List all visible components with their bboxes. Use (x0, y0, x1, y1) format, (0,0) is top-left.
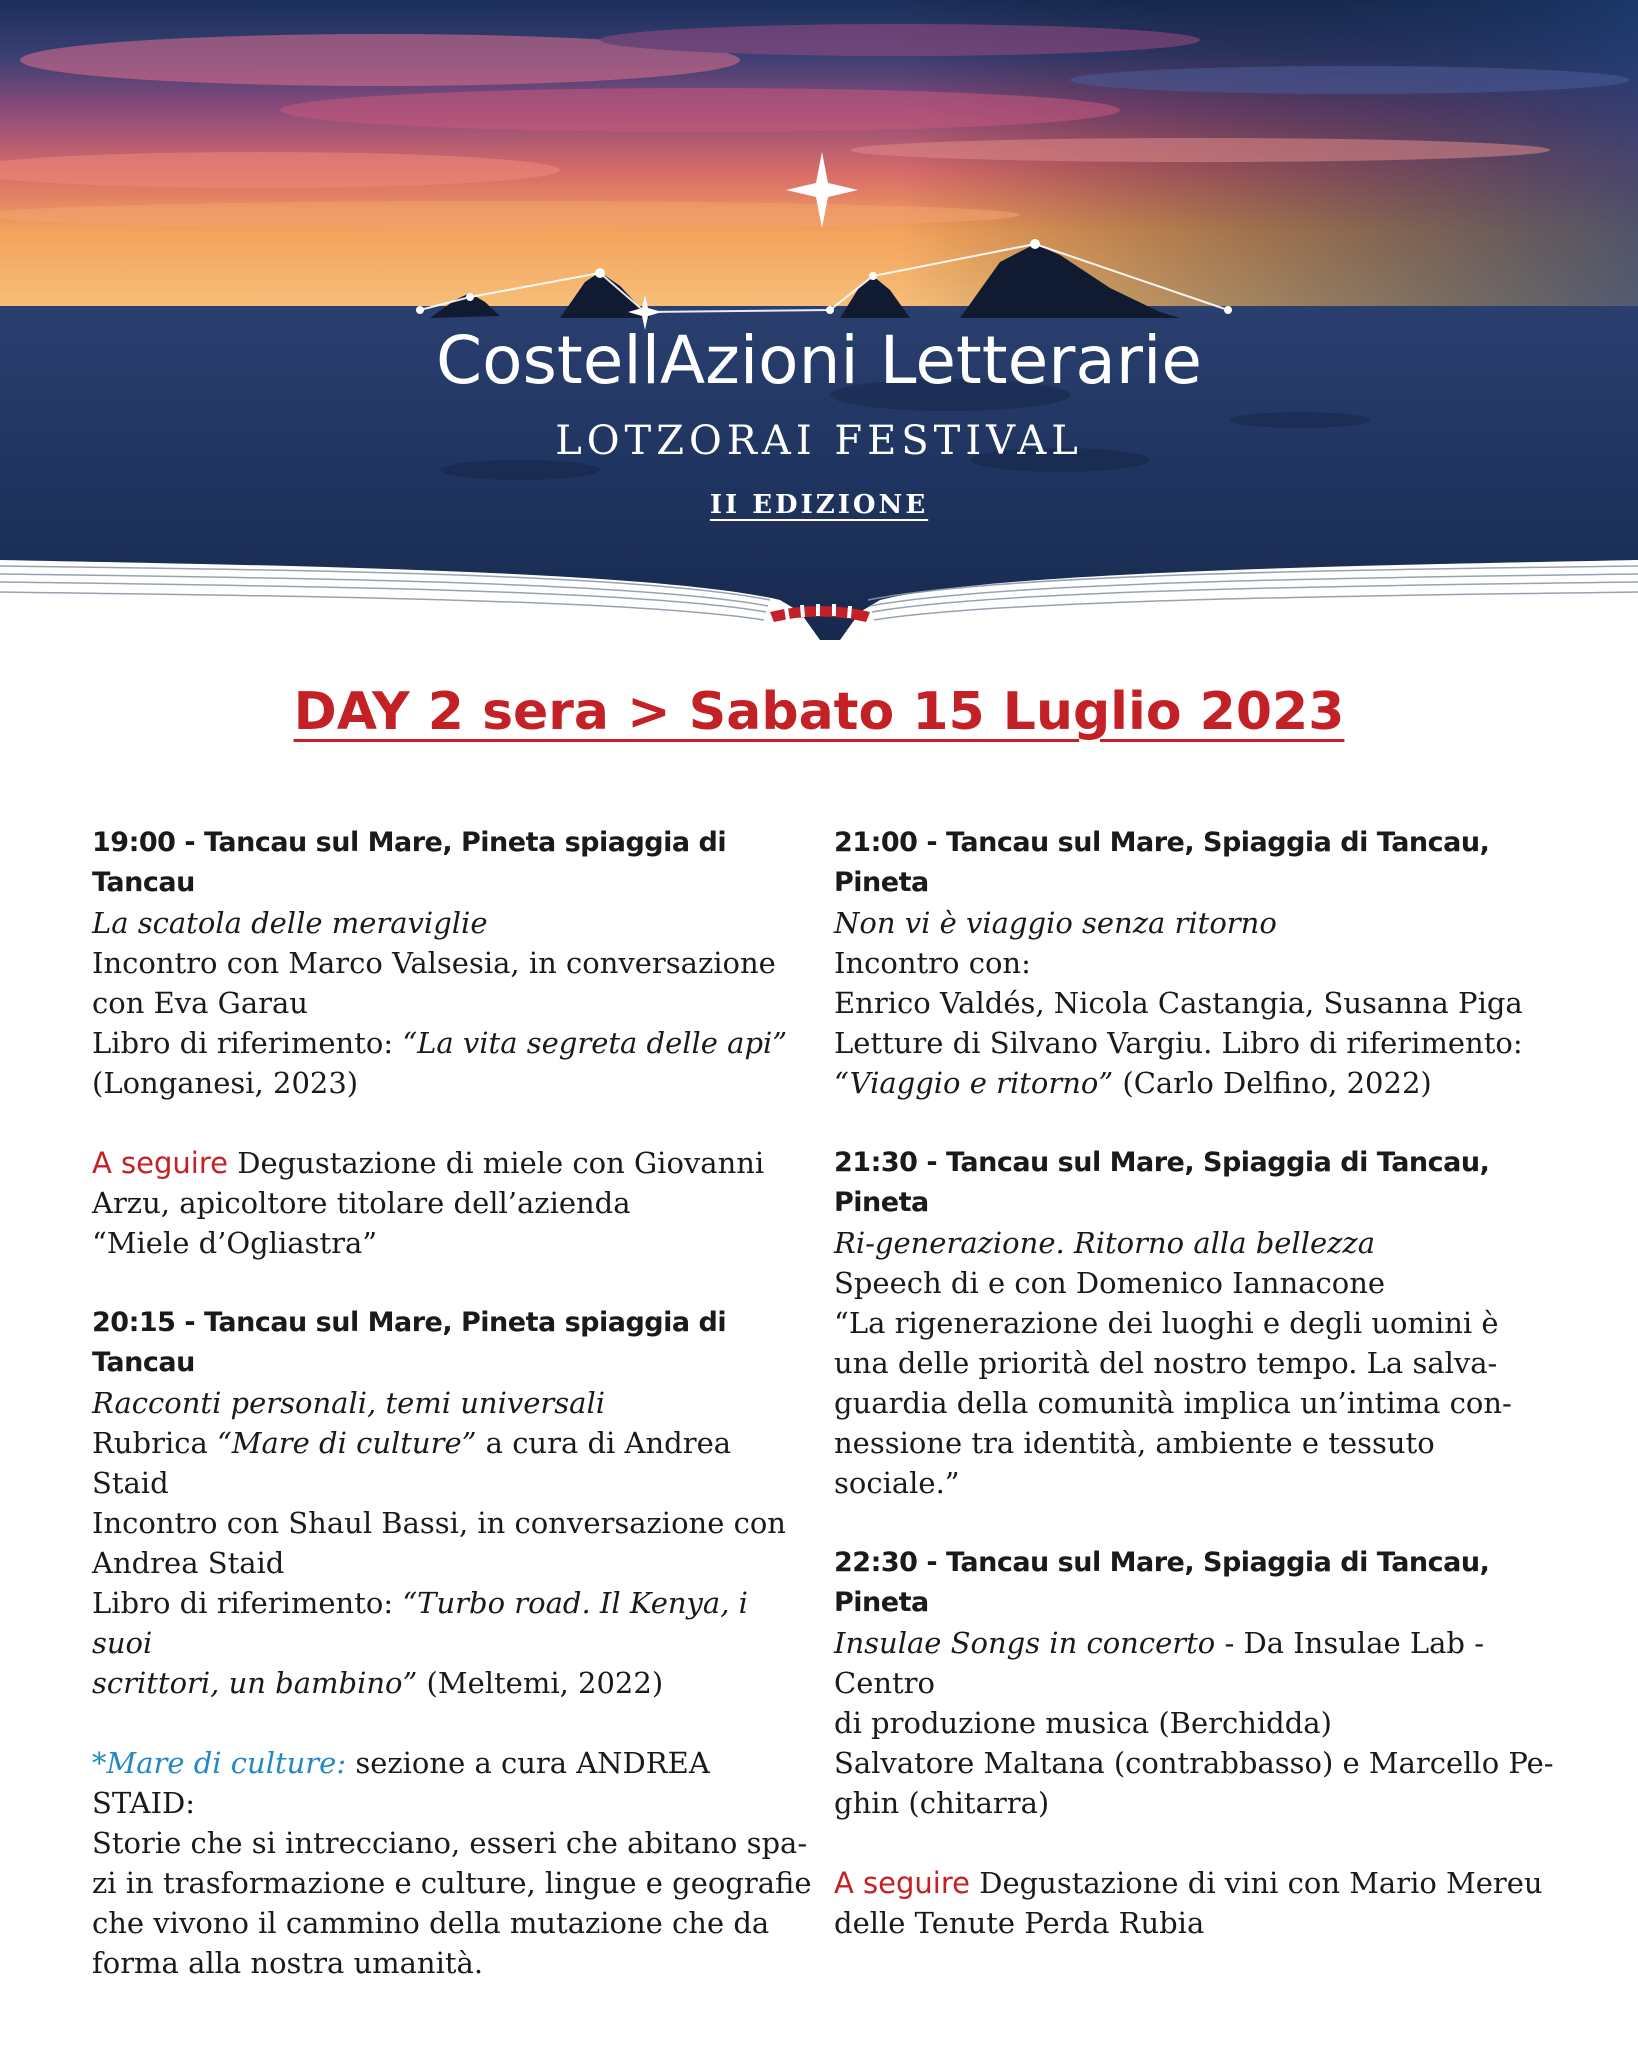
book-title: “Viaggio e ritorno” (834, 1066, 1114, 1100)
event-honey-tasting (92, 1143, 812, 1263)
event-line (92, 1583, 812, 1663)
event-line: forma alla nostra umanità. (92, 1946, 484, 1980)
program-column-right (834, 823, 1554, 1983)
event-line: Enrico Valdés, Nicola Castangia, Susanna Piga (834, 986, 1523, 1020)
event-line (834, 1863, 1554, 1903)
book-title: “Turbo road. Il Kenya, i suoi (92, 1586, 748, 1660)
rubric-title: “Mare di culture” (216, 1426, 477, 1460)
event-title: La scatola delle meraviglie (92, 906, 488, 940)
event-line: Andrea Staid (92, 1546, 285, 1580)
day-heading: DAY 2 sera > Sabato 15 Luglio 2023 (293, 682, 1345, 742)
event-text: Rubrica (92, 1426, 217, 1460)
event-line: delle Tenute Perda Rubia (834, 1906, 1205, 1940)
event-line (834, 1063, 1554, 1103)
festival-title: CostellAzioni Letterarie (436, 322, 1202, 399)
event-time-location: 19:00 - Tancau sul Mare, Pineta spiaggia di Tancau (92, 827, 727, 898)
mare-di-culture-note (92, 1743, 812, 1983)
event-text: (Meltemi, 2022) (417, 1666, 664, 1700)
edition-label (0, 490, 1638, 520)
event-line: Salvatore Maltana (contrabbasso) e Marcello Pe- (834, 1746, 1554, 1780)
event-line: Incontro con: (834, 946, 1031, 980)
event-text: a cura di Andrea Staid (92, 1426, 732, 1500)
event-line: Storie che si intrecciano, esseri che abitano spa- (92, 1826, 808, 1860)
event-2100 (834, 823, 1554, 1103)
event-1900 (92, 823, 812, 1103)
event-line: Letture di Silvano Vargiu. Libro di riferimento: (834, 1026, 1523, 1060)
section-tag: *Mare di culture: (92, 1746, 347, 1780)
event-text: Libro di riferimento: (92, 1026, 403, 1060)
event-line (92, 1743, 812, 1823)
event-text: Libro di riferimento: (92, 1586, 403, 1620)
event-time-location: 21:30 - Tancau sul Mare, Spiaggia di Tancau, Pineta (834, 1147, 1490, 1218)
event-title: Racconti personali, temi universali (92, 1386, 606, 1420)
event-wine-tasting (834, 1863, 1554, 1943)
event-line: Incontro con Marco Valsesia, in conversazione (92, 946, 776, 980)
event-line: con Eva Garau (92, 986, 308, 1020)
event-line: (Longanesi, 2023) (92, 1066, 359, 1100)
event-2230 (834, 1543, 1554, 1823)
book-title: scrittori, un bambino” (92, 1666, 418, 1700)
edition-text: II EDIZIONE (709, 490, 929, 520)
event-line (92, 1143, 812, 1183)
event-2130 (834, 1143, 1554, 1503)
event-line: una delle priorità del nostro tempo. La salva- (834, 1346, 1498, 1380)
event-line: guardia della comunità implica un’intima con- (834, 1386, 1512, 1420)
event-time-location: 20:15 - Tancau sul Mare, Pineta spiaggia di Tancau (92, 1307, 727, 1378)
event-line: Speech di e con Domenico Iannacone (834, 1266, 1386, 1300)
event-time-location: 22:30 - Tancau sul Mare, Spiaggia di Tancau, Pineta (834, 1547, 1490, 1618)
event-text: sezione a cura ANDREA STAID: (92, 1746, 710, 1820)
event-line: Incontro con Shaul Bassi, in conversazione con (92, 1506, 786, 1540)
festival-subtitle: LOTZORAI FESTIVAL (555, 418, 1083, 464)
event-2015 (92, 1303, 812, 1703)
a-seguire-tag: A seguire (92, 1146, 228, 1180)
book-title: “La vita segreta delle api” (402, 1026, 788, 1060)
header-banner (0, 0, 1638, 650)
event-text: - Da Insulae Lab - Centro (834, 1626, 1484, 1700)
event-title: Ri-generazione. Ritorno alla bellezza (834, 1226, 1375, 1260)
event-line: di produzione musica (Berchidda) (834, 1706, 1332, 1740)
event-text: Degustazione di miele con Giovanni (227, 1146, 765, 1180)
event-line (92, 1023, 812, 1063)
event-line: zi in trasformazione e culture, lingue e geografie (92, 1866, 812, 1900)
event-line: “La rigenerazione dei luoghi e degli uomini è (834, 1306, 1499, 1340)
event-text: (Carlo Delfino, 2022) (1113, 1066, 1432, 1100)
event-title: Non vi è viaggio senza ritorno (834, 906, 1277, 940)
event-time-location: 21:00 - Tancau sul Mare, Spiaggia di Tancau, Pineta (834, 827, 1490, 898)
event-line (834, 1623, 1554, 1703)
a-seguire-tag: A seguire (834, 1866, 970, 1900)
program-column-left (92, 823, 812, 2023)
event-line: “Miele d’Ogliastra” (92, 1226, 378, 1260)
event-title: Insulae Songs in concerto (834, 1626, 1216, 1660)
event-line: Arzu, apicoltore titolare dell’azienda (92, 1186, 631, 1220)
event-line: ghin (chitarra) (834, 1786, 1050, 1820)
event-line: che vivono il cammino della mutazione che da (92, 1906, 770, 1940)
event-text: Degustazione di vini con Mario Mereu (969, 1866, 1543, 1900)
event-line: nessione tra identità, ambiente e tessuto sociale.” (834, 1426, 1435, 1500)
event-line (92, 1423, 812, 1503)
event-line (92, 1663, 812, 1703)
